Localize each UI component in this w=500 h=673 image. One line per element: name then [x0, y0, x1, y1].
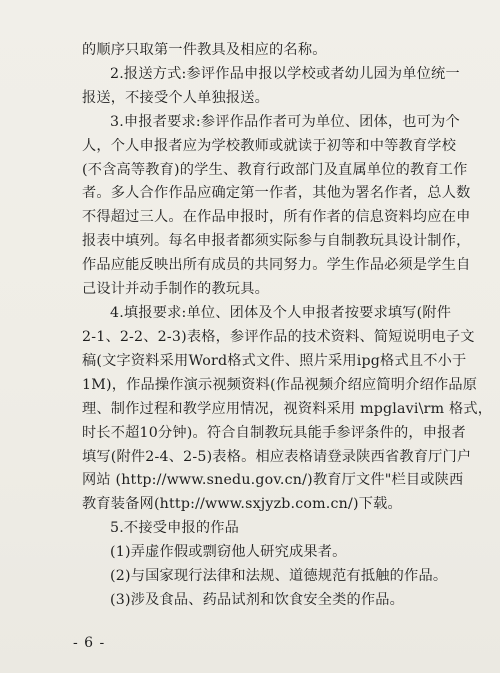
- text-line-item-4: 4.填报要求:单位、团体及个人申报者按要求填写(附件: [110, 305, 452, 321]
- text-line-item-4-cont-8: 教育装备网(http://www.sxjyzb.com.cn/)下载。: [82, 496, 402, 512]
- text-line-item-4-cont-1: 2-1、2-2、2-3)表格，参评作品的技术资料、简短说明电子文: [82, 329, 475, 345]
- text-line-item-4-cont-5: 时长不超10分钟)。符合自制教玩具能手参评条件的，申报者: [82, 425, 466, 441]
- text-line-item-2: 2.报送方式:参评作品申报以学校或者幼儿园为单位统一: [110, 66, 460, 82]
- text-line-item-4-cont-3: 1M)，作品操作演示视频资料(作品视频介绍应简明介绍作品原: [82, 377, 478, 393]
- text-line-item-3-cont-7: 己设计并动手制作的教玩具。: [82, 281, 270, 297]
- text-line-continuation: 的顺序只取第一件教具及相应的名称。: [82, 42, 327, 58]
- text-line-item-4-cont-4: 理、制作过程和教学应用情况，视资料采用 mpglavi\rm 格式，: [82, 401, 493, 417]
- text-line-item-3-cont-1: 人，个人申报者应为学校教师或就读于初等和中等教育学校: [82, 138, 457, 154]
- text-line-item-5-1: (1)弄虚作假或剽窃他人研究成果者。: [110, 544, 347, 560]
- text-line-item-3-cont-3: 者。多人合作作品应确定第一作者，其他为署名作者，总人数: [82, 185, 471, 201]
- text-line-item-4-cont-7: 网站 (http://www.snedu.gov.cn/)教育厅文件"栏目或陕西: [82, 472, 464, 488]
- text-line-item-5: 5.不接受申报的作品: [110, 520, 240, 536]
- text-line-item-3-cont-2: (不含高等教育)的学生、教育行政部门及直属单位的教育工作: [82, 162, 468, 178]
- text-line-item-4-cont-2: 稿(文字资料采用Word格式文件、照片采用ipg格式且不小于: [82, 353, 467, 369]
- text-line-item-3: 3.申报者要求:参评作品作者可为单位、团体，也可为个: [110, 114, 460, 130]
- text-line-item-4-cont-6: 填写(附件2-4、2-5)表格。相应表格请登录陕西省教育厅门户: [82, 449, 472, 465]
- text-line-item-5-3: (3)涉及食品、药品试剂和饮食安全类的作品。: [110, 592, 405, 608]
- text-line-item-3-cont-5: 报表中填列。每名申报者都须实际参与自制教玩具设计制作，: [82, 233, 471, 249]
- text-line-item-3-cont-4: 不得超过三人。在作品申报时，所有作者的信息资料均应在申: [82, 209, 471, 225]
- page-number: - 6 -: [73, 635, 106, 651]
- text-line-item-5-2: (2)与国家现行法律和法规、道德规范有抵触的作品。: [110, 568, 448, 584]
- text-line-item-2-cont: 报送，不接受个人单独报送。: [82, 90, 270, 106]
- text-line-item-3-cont-6: 作品应能反映出所有成员的共同努力。学生作品必须是学生自: [82, 257, 471, 273]
